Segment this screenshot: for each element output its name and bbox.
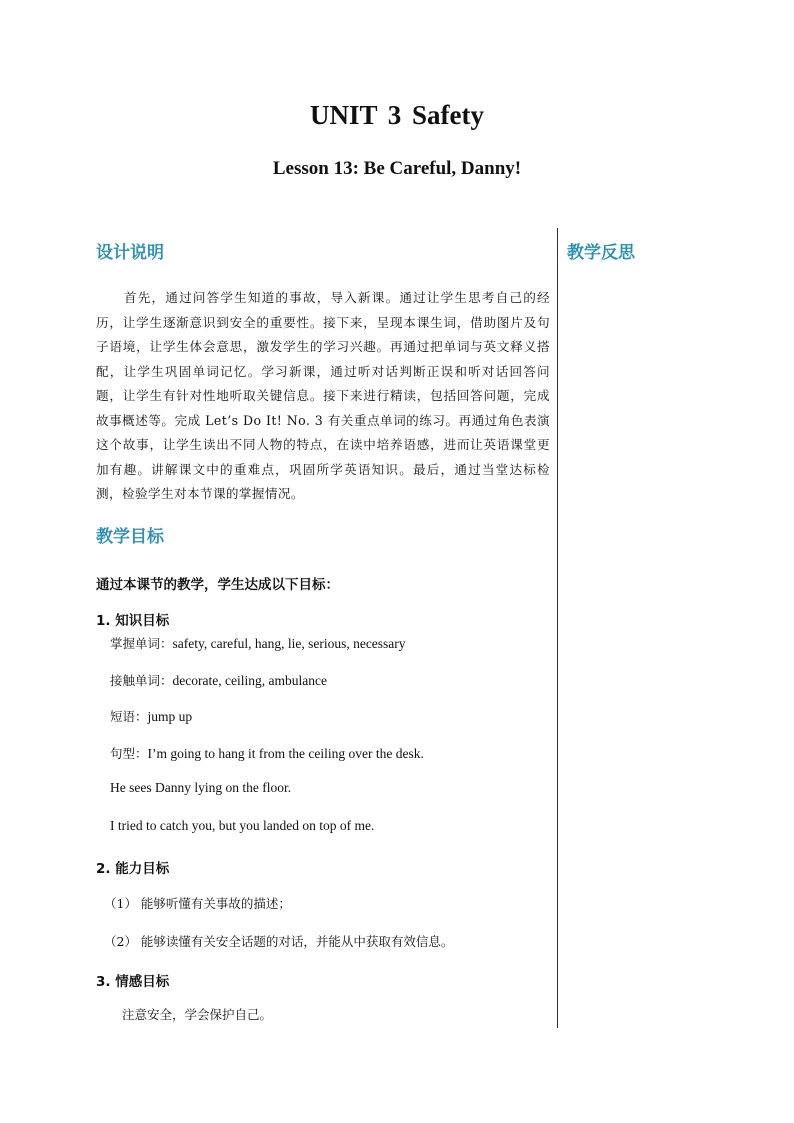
master-words-label: 掌握单词： — [110, 636, 173, 651]
knowledge-heading: 1. 知识目标 — [96, 613, 170, 629]
reflection-heading: 教学反思 — [567, 243, 635, 263]
contact-words: decorate, ceiling, ambulance — [172, 673, 327, 688]
pattern-sentence-3: I tried to catch you, but you landed on top of me. — [110, 818, 375, 833]
column-divider — [557, 228, 558, 1028]
lesson-title: Lesson 13: Be Careful, Danny! — [272, 158, 522, 179]
master-words-line — [110, 634, 406, 652]
ability-item-1: （1） 能够听懂有关事故的描述； — [104, 896, 291, 911]
goals-lead: 通过本课节的教学，学生达成以下目标： — [96, 577, 339, 593]
phrase-value: jump up — [147, 709, 193, 724]
pattern-line — [110, 744, 424, 762]
goals-heading: 教学目标 — [96, 527, 164, 547]
unit-title: UNIT 3 Safety — [309, 100, 484, 130]
pattern-sentence-2: He sees Danny lying on the floor. — [110, 780, 292, 795]
pattern-label: 句型： — [110, 746, 148, 761]
ability-item-2: （2） 能够读懂有关安全话题的对话，并能从中获取有效信息。 — [104, 934, 454, 949]
ability-heading: 2. 能力目标 — [96, 861, 170, 877]
phrase-label: 短语： — [110, 709, 148, 724]
design-paragraph: 首先，通过问答学生知道的事故，导入新课。通过让学生思考自己的经历，让学生逐渐意识到安全的重要性。接下来，呈现本课生词，借助图片及句子语境，让学生体会意思，激发学生的学习兴趣。再通过把单词与英文释义搭配，让学生巩固单词记忆。学习新课，通过听对话判断正误和听对话回答问题，让学生有针对性地听取关键信息。接下来进行精读，包括回答问题，完成故事概述等。完成 Let’s Do It! No. 3 有关重点单词的练习。再通过角色表演这个故事，让学生读出不同人物的特点，在读中培养语感，进而让英语课堂更加有趣。讲解课文中的重难点，巩固所学英语知识。最后，通过当堂达标检测，检验学生对本节课的掌握情况。 — [96, 290, 550, 501]
phrase-line — [110, 707, 192, 725]
contact-words-line — [110, 671, 327, 689]
emotion-item: 注意安全，学会保护自己。 — [122, 1007, 273, 1022]
contact-words-label: 接触单词： — [110, 673, 173, 688]
master-words: safety, careful, hang, lie, serious, necessary — [172, 636, 406, 651]
design-heading: 设计说明 — [96, 243, 164, 263]
emotion-heading: 3. 情感目标 — [96, 974, 170, 990]
pattern-sentence-1: I’m going to hang it from the ceiling over the desk. — [147, 746, 424, 761]
